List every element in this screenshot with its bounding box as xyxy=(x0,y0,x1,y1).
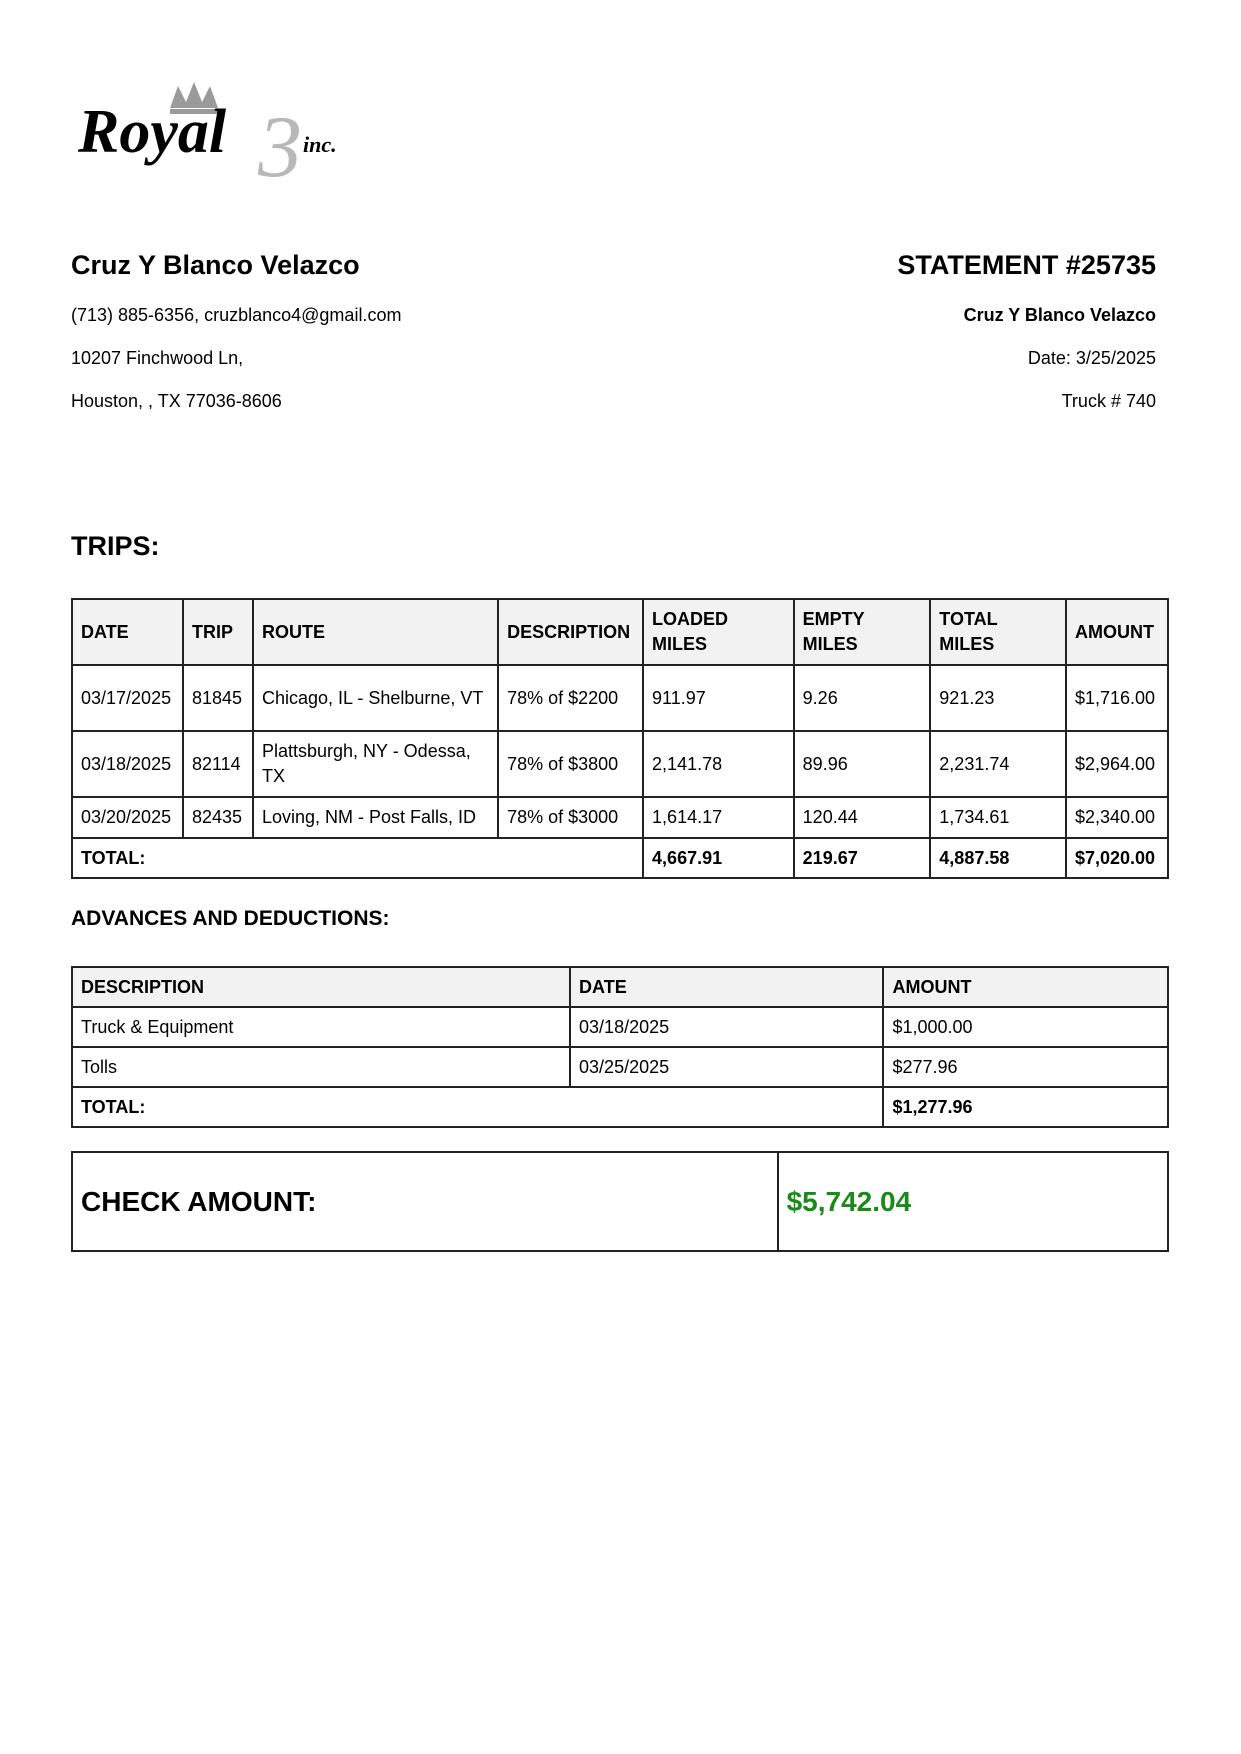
driver-address-line1: 10207 Finchwood Ln, xyxy=(71,348,244,368)
trip-empty-miles: 89.96 xyxy=(794,731,931,797)
advance-date: 03/18/2025 xyxy=(570,1007,883,1047)
advance-date: 03/25/2025 xyxy=(570,1047,883,1087)
col-description: DESCRIPTION xyxy=(498,599,643,665)
logo-numeral: 3 xyxy=(258,99,302,190)
trip-empty-miles: 120.44 xyxy=(794,797,931,838)
trip-loaded-miles: 2,141.78 xyxy=(643,731,794,797)
payee-name: Cruz Y Blanco Velazco xyxy=(963,305,1156,325)
col-trip: TRIP xyxy=(183,599,253,665)
trip-description: 78% of $3800 xyxy=(498,731,643,797)
trip-loaded-miles: 1,614.17 xyxy=(643,797,794,838)
col-total-miles: TOTAL MILES xyxy=(930,599,1066,665)
trips-total-row xyxy=(72,838,1168,878)
trip-total-miles: 1,734.61 xyxy=(930,797,1066,838)
trip-total-miles: 2,231.74 xyxy=(930,731,1066,797)
logo-suffix: inc. xyxy=(303,132,337,157)
advance-description: Tolls xyxy=(72,1047,570,1087)
logo-word: Royal xyxy=(78,98,227,166)
col-route: ROUTE xyxy=(253,599,498,665)
trip-route: Plattsburgh, NY - Odessa, TX xyxy=(253,731,498,797)
trips-title: TRIPS: xyxy=(71,531,160,561)
trip-amount: $1,716.00 xyxy=(1066,665,1168,731)
trip-amount: $2,340.00 xyxy=(1066,797,1168,838)
trip-date: 03/20/2025 xyxy=(72,797,183,838)
table-row xyxy=(72,731,1168,797)
advances-total-amount: $1,277.96 xyxy=(883,1087,1168,1127)
driver-address-line2: Houston, , TX 77036-8606 xyxy=(71,391,282,411)
trip-loaded-miles: 911.97 xyxy=(643,665,794,731)
statement-date: Date: 3/25/2025 xyxy=(1027,348,1156,368)
royal-3-logo xyxy=(78,80,378,190)
trip-empty-miles: 9.26 xyxy=(794,665,931,731)
advances-table xyxy=(71,966,1169,1128)
truck-number: Truck # 740 xyxy=(1061,391,1156,411)
col-description: DESCRIPTION xyxy=(72,967,570,1007)
trip-total-miles: 921.23 xyxy=(930,665,1066,731)
col-amount: AMOUNT xyxy=(1066,599,1168,665)
advances-title: ADVANCES AND DEDUCTIONS: xyxy=(71,907,390,930)
trips-table xyxy=(71,598,1169,879)
company-logo xyxy=(78,80,378,190)
col-date: DATE xyxy=(72,599,183,665)
advances-total-row xyxy=(72,1087,1168,1127)
driver-name: Cruz Y Blanco Velazco xyxy=(71,250,360,280)
advance-amount: $1,000.00 xyxy=(883,1007,1168,1047)
driver-contact: (713) 885-6356, cruzblanco4@gmail.com xyxy=(71,305,402,325)
trip-date: 03/18/2025 xyxy=(72,731,183,797)
trip-description: 78% of $3000 xyxy=(498,797,643,838)
col-empty-miles: EMPTY MILES xyxy=(794,599,931,665)
trip-number: 81845 xyxy=(183,665,253,731)
table-row xyxy=(72,665,1168,731)
advances-header-row xyxy=(72,967,1168,1007)
col-amount: AMOUNT xyxy=(883,967,1168,1007)
table-row xyxy=(72,797,1168,838)
driver-info xyxy=(71,248,401,433)
trip-description: 78% of $2200 xyxy=(498,665,643,731)
trips-total-label: TOTAL: xyxy=(72,838,643,878)
check-amount-row xyxy=(72,1152,1168,1251)
trip-number: 82435 xyxy=(183,797,253,838)
trips-header-row xyxy=(72,599,1168,665)
trip-route: Loving, NM - Post Falls, ID xyxy=(253,797,498,838)
trips-total-miles: 4,887.58 xyxy=(930,838,1066,878)
advances-total-label: TOTAL: xyxy=(72,1087,883,1127)
trips-total-empty: 219.67 xyxy=(794,838,931,878)
col-loaded-miles: LOADED MILES xyxy=(643,599,794,665)
table-row xyxy=(72,1007,1168,1047)
trips-total-loaded: 4,667.91 xyxy=(643,838,794,878)
statement-number: STATEMENT #25735 xyxy=(897,250,1156,280)
trips-total-amount: $7,020.00 xyxy=(1066,838,1168,878)
advance-amount: $277.96 xyxy=(883,1047,1168,1087)
col-date: DATE xyxy=(570,967,883,1007)
check-amount-label: CHECK AMOUNT: xyxy=(72,1152,778,1251)
check-amount-value: $5,742.04 xyxy=(778,1152,1168,1251)
trip-amount: $2,964.00 xyxy=(1066,731,1168,797)
trip-route: Chicago, IL - Shelburne, VT xyxy=(253,665,498,731)
trip-date: 03/17/2025 xyxy=(72,665,183,731)
advance-description: Truck & Equipment xyxy=(72,1007,570,1047)
trip-number: 82114 xyxy=(183,731,253,797)
check-amount-table xyxy=(71,1151,1169,1252)
table-row xyxy=(72,1047,1168,1087)
statement-info xyxy=(897,248,1156,433)
